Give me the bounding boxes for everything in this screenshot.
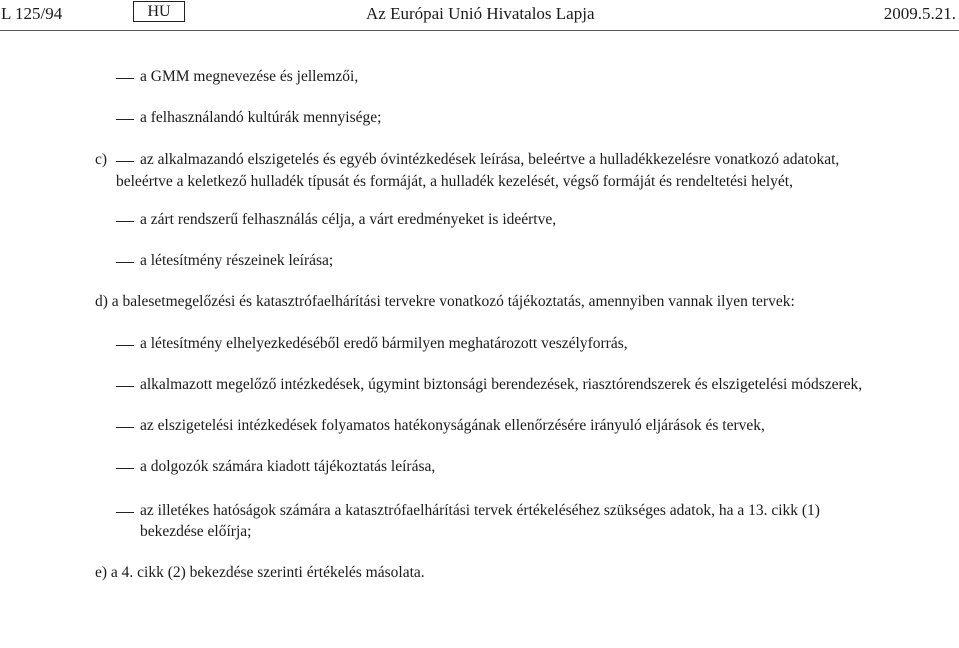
dash-marker bbox=[116, 386, 134, 387]
list-item: alkalmazott megelőző intézkedések, úgymint biztonsági berendezések, riasztórendszerek és elszigetelési módszerek, bbox=[140, 376, 863, 393]
publication-date: 2009.5.21. bbox=[883, 4, 956, 23]
list-item-continuation: bekezdése előírja; bbox=[140, 523, 252, 540]
dash-marker bbox=[116, 512, 134, 513]
dash-marker bbox=[116, 262, 134, 263]
paragraph-c-line: beleértve a keletkező hulladék típusát és formáját, a hulladék kezelését, végső formáját és rendeltetési helyét, bbox=[116, 173, 793, 190]
paragraph-c-line: az alkalmazandó elszigetelés és egyéb óvintézkedések leírása, beleértve a hulladékkezelésre vonatkozó adatokat, bbox=[140, 151, 840, 168]
paragraph-d: d) a balesetmegelőzési és katasztrófaelhárítási tervekre vonatkozó tájékoztatás, amennyiben vannak ilyen tervek: bbox=[95, 293, 795, 310]
paragraph-marker-c: c) bbox=[95, 151, 108, 168]
dash-marker bbox=[116, 221, 134, 222]
paragraph-e: e) a 4. cikk (2) bekezdése szerinti értékelés másolata. bbox=[95, 564, 425, 581]
list-item: az elszigetelési intézkedések folyamatos hatékonyságának ellenőrzésére irányuló eljárások és tervek, bbox=[140, 417, 765, 434]
dash-marker bbox=[116, 78, 134, 79]
list-item: a létesítmény elhelyezkedéséből eredő bármilyen meghatározott veszélyforrás, bbox=[140, 335, 628, 352]
language-code-box: HU bbox=[133, 1, 185, 22]
dash-marker bbox=[116, 119, 134, 120]
journal-reference: L 125/94 bbox=[1, 4, 63, 23]
dash-marker bbox=[116, 427, 134, 428]
header-divider bbox=[0, 30, 959, 31]
list-item: a GMM megnevezése és jellemzői, bbox=[140, 68, 359, 85]
list-item: a dolgozók számára kiadott tájékoztatás leírása, bbox=[140, 458, 436, 475]
list-item: az illetékes hatóságok számára a katasztrófaelhárítási tervek értékeléséhez szükséges adatok, ha a 13. cikk (1) bbox=[140, 502, 820, 519]
list-item: a felhasználandó kultúrák mennyisége; bbox=[140, 109, 382, 126]
dash-marker bbox=[116, 468, 134, 469]
dash-marker bbox=[116, 345, 134, 346]
journal-title: Az Európai Unió Hivatalos Lapja bbox=[366, 4, 595, 23]
list-item: a létesítmény részeinek leírása; bbox=[140, 252, 334, 269]
list-item: a zárt rendszerű felhasználás célja, a várt eredményeket is ideértve, bbox=[140, 211, 557, 228]
page-header bbox=[0, 0, 959, 34]
dash-marker bbox=[116, 161, 134, 162]
